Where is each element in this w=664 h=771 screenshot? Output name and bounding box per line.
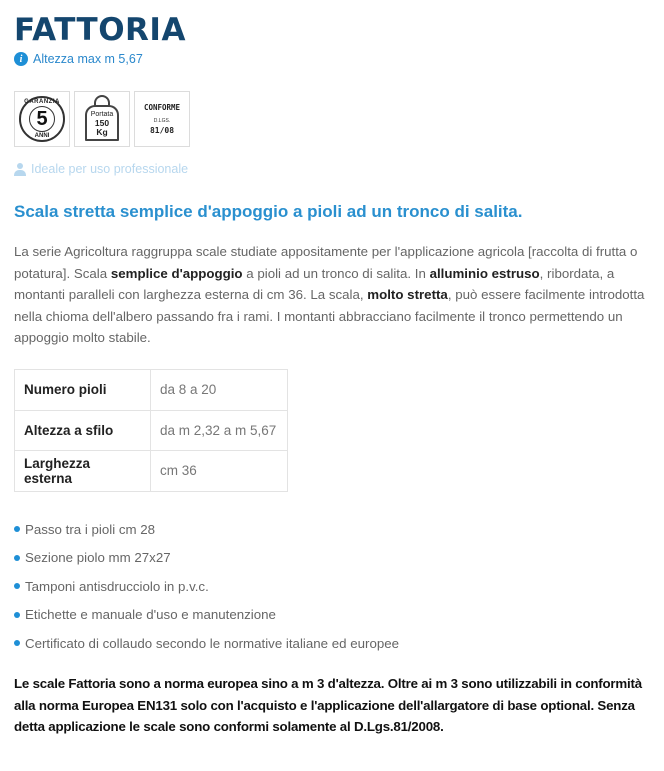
spec-value: cm 36 — [151, 451, 288, 492]
spec-value: da m 2,32 a m 5,67 — [151, 410, 288, 451]
spec-label: Altezza a sfilo — [15, 410, 151, 451]
table-row — [15, 451, 288, 492]
warranty-badge — [14, 91, 70, 147]
product-title: FATTORIA — [14, 12, 186, 48]
user-icon — [14, 163, 26, 176]
table-row — [15, 410, 288, 451]
bullet-icon — [14, 640, 20, 646]
product-description: La serie Agricoltura raggruppa scale studiate appositamente per l'applicazione agricola [raccolta di frutta o potatura]. Scala semplice d'appoggio a pioli ad un tronco di salita. In alluminio estruso, ribordata, a montanti paralleli con larghezza esterna di cm 36. La scala, molto stretta, può essere facilmente introdotta nella chioma dell'albero passando fra i rami. I montanti abbracciano facilmente il tronco permettendo un appoggio molto stabile. — [14, 244, 645, 345]
capacity-badge — [74, 91, 130, 147]
features-list — [14, 515, 399, 658]
conformity-badge: CONFORME D.LGS. 81/08 — [134, 91, 190, 147]
table-row — [15, 370, 288, 411]
weight-icon: Portata 150 Kg — [82, 95, 122, 143]
list-item: Passo tra i pioli cm 28 — [14, 515, 399, 544]
professional-use-note — [14, 162, 188, 176]
max-height-label: Altezza max m 5,67 — [33, 52, 143, 66]
product-subtitle: Scala stretta semplice d'appoggio a pioli ad un tronco di salita. — [14, 202, 523, 221]
bullet-icon — [14, 555, 20, 561]
list-item: Sezione piolo mm 27x27 — [14, 544, 399, 573]
certification-badges — [14, 91, 190, 147]
spec-label: Larghezza esterna — [15, 451, 151, 492]
specs-table — [14, 369, 288, 492]
list-item: Tamponi antisdrucciolo in p.v.c. — [14, 572, 399, 601]
spec-value: da 8 a 20 — [151, 370, 288, 411]
bullet-icon — [14, 526, 20, 532]
list-item: Etichette e manuale d'uso e manutenzione — [14, 601, 399, 630]
professional-label: Ideale per uso professionale — [31, 162, 189, 176]
conformity-note: Le scale Fattoria sono a norma europea sino a m 3 d'altezza. Oltre ai m 3 sono utilizzabili in conformità alla norma Europea EN131 solo con l'acquisto e l'applicazione dell'allargatore di base optional. Senza detta applicazione le scale sono conformi solamente al D.Lgs.81/2008. — [14, 676, 642, 734]
list-item: Certificato di collaudo secondo le normative italiane ed europee — [14, 629, 399, 658]
spec-label: Numero pioli — [15, 370, 151, 411]
warranty-seal-icon: GARANZIA 5 ANNI — [19, 96, 65, 142]
max-height-info — [14, 52, 143, 66]
info-icon: i — [14, 52, 28, 66]
bullet-icon — [14, 612, 20, 618]
bullet-icon — [14, 583, 20, 589]
